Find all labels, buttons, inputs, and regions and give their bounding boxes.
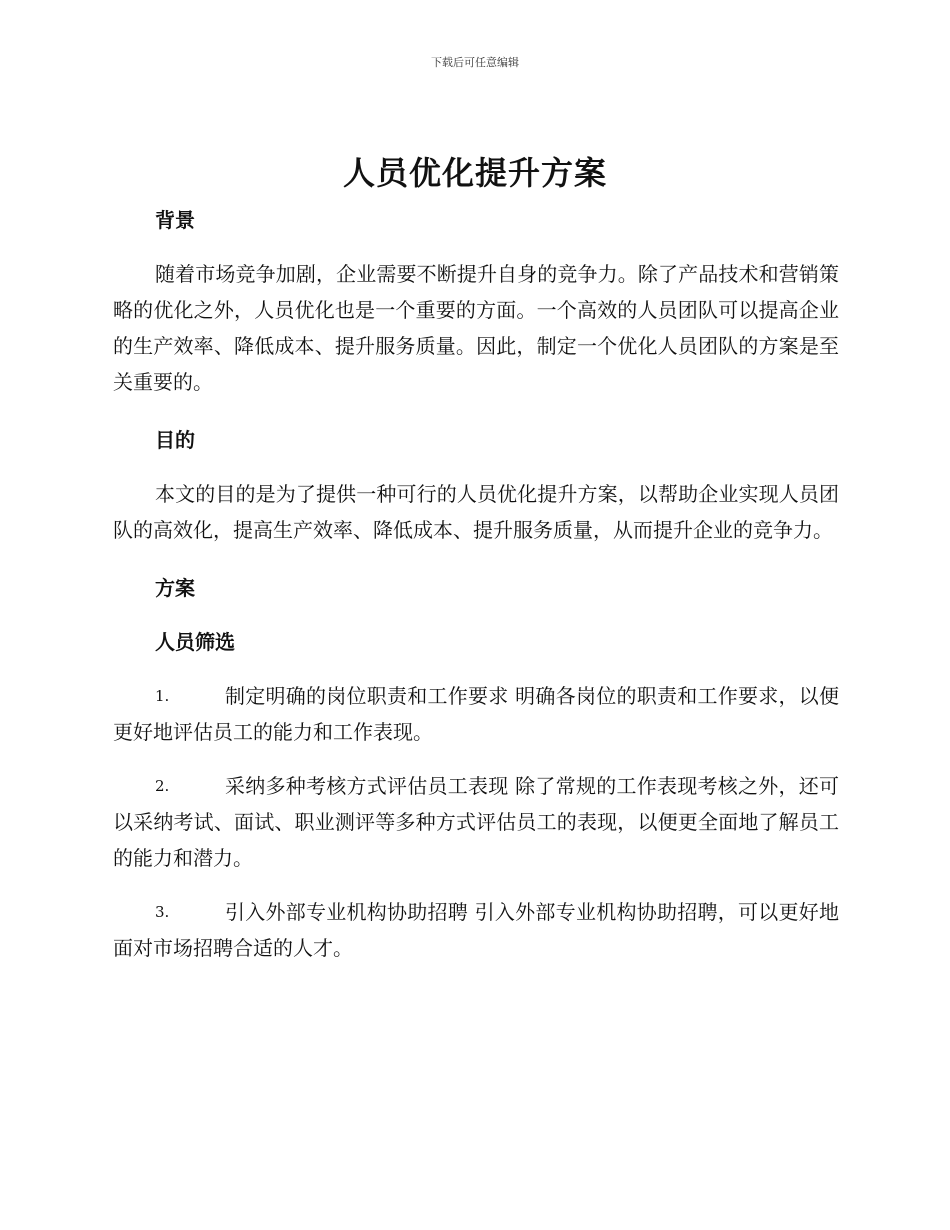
list-item	[113, 678, 839, 750]
section-heading-background: 背景	[155, 208, 195, 232]
list-item-number: 3.	[155, 903, 170, 921]
list-item	[113, 894, 839, 966]
list-item-text: 采纳多种考核方式评估员工表现 除了常规的工作表现考核之外，还可以采纳考试、面试、职业测评等多种方式评估员工的表现，以便更全面地了解员工的能力和潜力。	[113, 774, 839, 870]
document-title: 人员优化提升方案	[342, 154, 607, 192]
list-item-number: 2.	[155, 777, 170, 795]
paragraph-background: 随着市场竞争加剧，企业需要不断提升自身的竞争力。除了产品技术和营销策略的优化之外，人员优化也是一个重要的方面。一个高效的人员团队可以提高企业的生产效率、降低成本、提升服务质量。因此，制定一个优化人员团队的方案是至关重要的。	[113, 262, 839, 394]
section-heading-plan: 方案	[155, 576, 195, 600]
list-item-number: 1.	[155, 687, 170, 705]
list-item-text: 引入外部专业机构协助招聘 引入外部专业机构协助招聘，可以更好地面对市场招聘合适的人才。	[113, 900, 839, 960]
list-item-text: 制定明确的岗位职责和工作要求 明确各岗位的职责和工作要求，以便更好地评估员工的能力和工作表现。	[113, 684, 839, 744]
header-note: 下载后可任意编辑	[431, 56, 519, 69]
subsection-heading-screening: 人员筛选	[155, 630, 235, 654]
section-heading-purpose: 目的	[155, 428, 195, 452]
paragraph-purpose: 本文的目的是为了提供一种可行的人员优化提升方案，以帮助企业实现人员团队的高效化，提高生产效率、降低成本、提升服务质量，从而提升企业的竞争力。	[113, 482, 839, 542]
document-body	[113, 202, 839, 966]
list-item	[113, 768, 839, 876]
